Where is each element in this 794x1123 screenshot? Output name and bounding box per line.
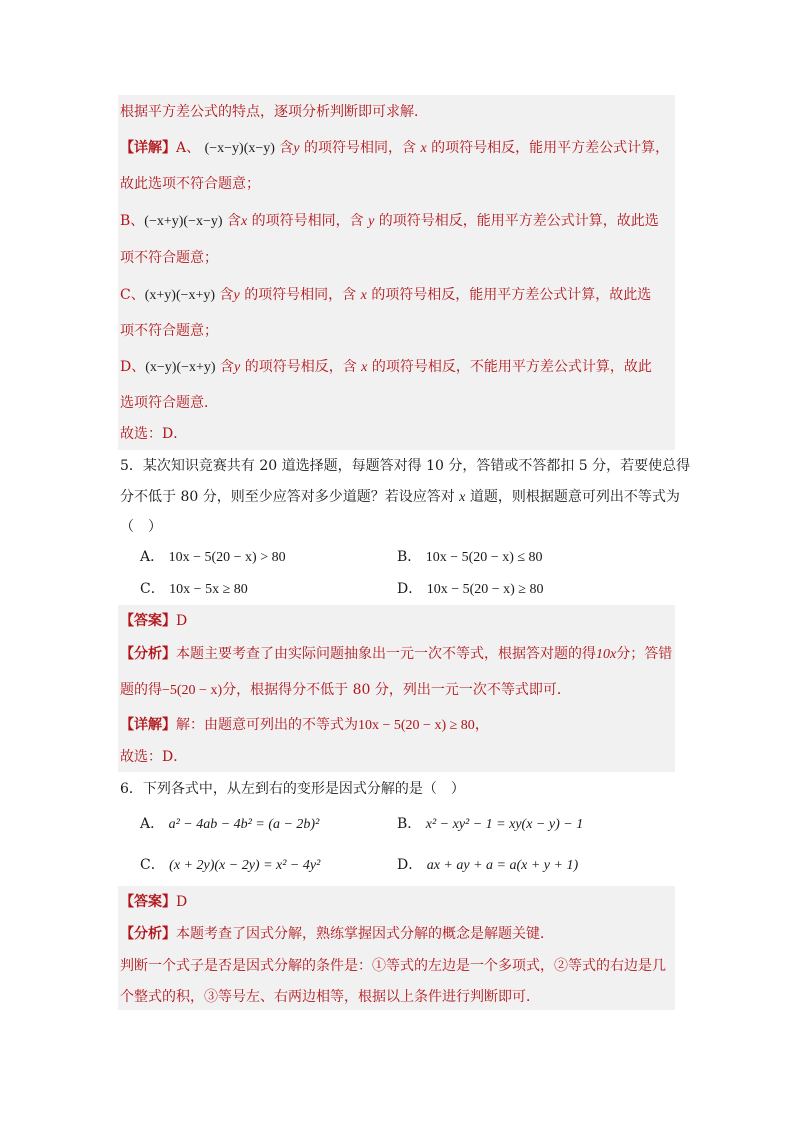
answer-tag: 【答案】 <box>120 894 176 910</box>
q5-stem-line2: 分不低于 80 分，则至少应答对多少道题？若设应答对 x 道题，则根据题意可列出不等式为 <box>120 489 680 505</box>
q4-detail-d-cont: 选项符合题意． <box>120 395 218 411</box>
q6-analysis-line3: 个整式的积，③等号左、右两边相等，根据以上条件进行判断即可． <box>120 989 540 1005</box>
analysis-tag: 【分析】 <box>120 926 176 942</box>
detail-tag: 【详解】 <box>120 140 176 156</box>
q6-option-d: D． ax + ay + a = a(x + y + 1) <box>397 857 579 873</box>
q6-answer: 【答案】D <box>120 894 188 910</box>
q6-analysis-line1: 【分析】本题考查了因式分解，熟练掌握因式分解的概念是解题关键． <box>120 926 554 942</box>
q4-detail-c: C、(x+y)(−x+y) 含y 的项符号相同，含 x 的项符号相反，能用平方差公式计算，故此选 <box>120 287 652 303</box>
q5-option-d: D． 10x − 5(20 − x) ≥ 80 <box>397 581 544 597</box>
q6-option-c: C． (x + 2y)(x − 2y) = x² − 4y² <box>140 857 321 873</box>
q5-stem-line1: 5．某次知识竞赛共有 20 道选择题，每题答对得 10 分，答错或不答都扣 5 分，若要使总得 <box>120 458 691 474</box>
q5-paren: （ ） <box>120 519 162 535</box>
q5-option-b: B． 10x − 5(20 − x) ≤ 80 <box>397 549 543 565</box>
answer-tag: 【答案】 <box>120 613 176 629</box>
math-expr: (x−y)(−x+y) <box>145 360 216 375</box>
q4-detail-c-cont: 项不符合题意； <box>120 323 218 339</box>
q5-detail: 【详解】解：由题意可列出的不等式为10x − 5(20 − x) ≥ 80， <box>120 717 489 733</box>
q4-detail-d: D、(x−y)(−x+y) 含y 的项符号相反，含 x 的项符号相反，不能用平方差公式计算，故此 <box>120 359 652 375</box>
q4-detail-b: B、(−x+y)(−x−y) 含x 的项符号相同，含 y 的项符号相反，能用平方差公式计算，故此选 <box>120 213 659 229</box>
q4-detail-a: 【详解】A、 (−x−y)(x−y) 含y 的项符号相同，含 x 的项符号相反，能用平方差公式计算， <box>120 140 670 156</box>
q5-option-a: A． 10x − 5(20 − x) > 80 <box>140 549 286 565</box>
math-expr: (x+y)(−x+y) <box>144 288 216 303</box>
q5-analysis-line2: 题的得−5(20 − x)分，根据得分不低于 80 分，列出一元一次不等式即可． <box>120 682 571 698</box>
detail-tag: 【详解】 <box>120 717 176 733</box>
q4-detail-a-cont: 故此选项不符合题意； <box>120 176 260 192</box>
q5-analysis-line1: 【分析】本题主要考查了由实际问题抽象出一元一次不等式，根据答对题的得10x分；答错 <box>120 646 673 662</box>
q5-option-c: C． 10x − 5x ≥ 80 <box>140 581 248 597</box>
q6-analysis-line2: 判断一个式子是否是因式分解的条件是：①等式的左边是一个多项式，②等式的右边是几 <box>120 958 666 974</box>
math-expr: (−x+y)(−x−y) <box>144 214 223 229</box>
q6-option-a: A． a² − 4ab − 4b² = (a − 2b)² <box>140 816 320 832</box>
q4-choose: 故选：D． <box>120 426 188 442</box>
q6-stem: 6．下列各式中，从左到右的变形是因式分解的是（ ） <box>120 781 465 797</box>
analysis-tag: 【分析】 <box>120 646 176 662</box>
q4-intro: 根据平方差公式的特点，逐项分析判断即可求解． <box>120 104 428 120</box>
q5-choose: 故选：D． <box>120 749 188 765</box>
q6-option-b: B． x² − xy² − 1 = xy(x − y) − 1 <box>397 816 584 832</box>
math-expr: (−x−y)(x−y) <box>204 141 275 156</box>
q4-detail-b-cont: 项不符合题意； <box>120 250 218 266</box>
q5-answer: 【答案】D <box>120 613 188 629</box>
